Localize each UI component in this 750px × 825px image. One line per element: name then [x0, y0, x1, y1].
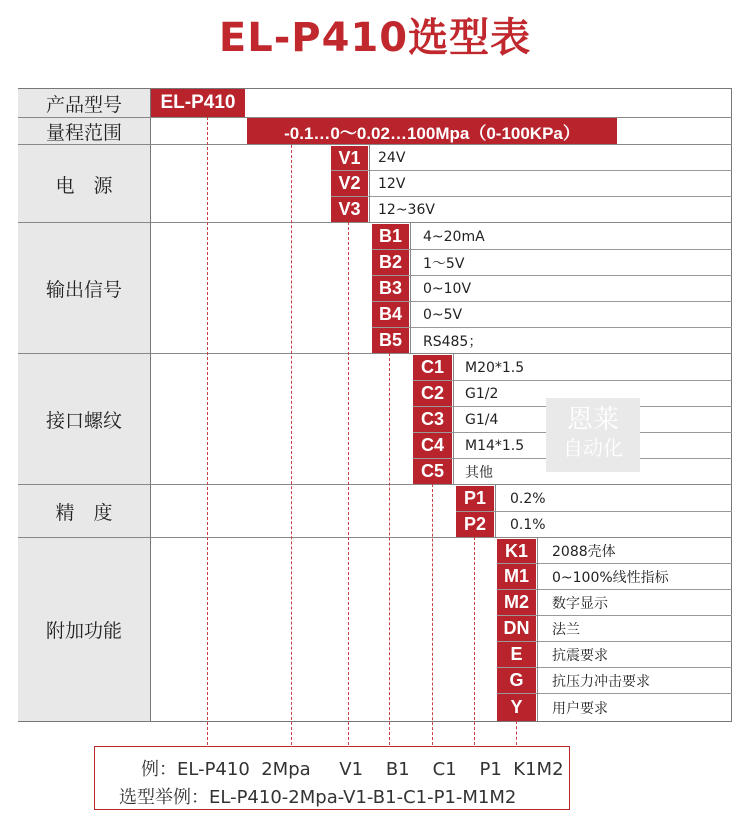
- power-code: V3: [331, 197, 368, 222]
- output-code: B4: [372, 302, 409, 327]
- divider: [18, 484, 732, 485]
- thread-option: M20*1.5: [465, 359, 525, 376]
- thread-option: G1/4: [465, 411, 499, 428]
- thread-code: C2: [413, 381, 452, 406]
- page-title: EL-P410选型表: [218, 15, 532, 61]
- accuracy-option: 0.1%: [510, 516, 546, 533]
- extra-option: 2088壳体: [552, 544, 616, 560]
- extra-option: 数字显示: [552, 595, 608, 612]
- divider: [456, 511, 732, 512]
- output-option: 0~5V: [423, 306, 463, 323]
- guide-line: [207, 117, 208, 745]
- power-option: 12V: [378, 175, 406, 192]
- divider: [495, 485, 496, 537]
- output-code: B5: [372, 328, 409, 353]
- label-thread: 接口螺纹: [18, 354, 151, 485]
- guide-line: [291, 145, 292, 745]
- divider: [18, 222, 732, 223]
- model-code: EL-P410: [151, 89, 245, 117]
- extra-option: 抗震要求: [552, 647, 608, 664]
- extra-code: E: [497, 642, 536, 667]
- extra-code: Y: [497, 694, 536, 721]
- extra-option: 抗压力冲击要求: [552, 673, 650, 690]
- extra-option: 用户要求: [552, 700, 608, 717]
- guide-line: [432, 484, 433, 745]
- output-option: 1～5V: [423, 255, 465, 272]
- example-box: [94, 746, 570, 810]
- divider: [537, 538, 538, 721]
- thread-code: C5: [413, 459, 452, 484]
- guide-line: [389, 353, 390, 745]
- power-option: 24V: [378, 150, 406, 166]
- accuracy-code: P2: [456, 512, 494, 537]
- label-model: 产品型号: [18, 89, 151, 118]
- example-line1: 例：EL-P410 2Mpa V1 B1 C1 P1 K1M2: [141, 759, 564, 780]
- divider: [410, 223, 411, 353]
- label-accuracy: 精 度: [18, 485, 151, 538]
- output-code: B2: [372, 250, 409, 275]
- divider: [453, 354, 454, 484]
- watermark-logo: [546, 398, 640, 472]
- divider: [369, 145, 370, 222]
- extra-option: 法兰: [552, 621, 580, 638]
- thread-option: M14*1.5: [465, 437, 525, 454]
- extra-code: M2: [497, 590, 536, 615]
- watermark-line2: 自动化: [563, 436, 623, 460]
- example-line2: 选型举例：EL-P410-2Mpa-V1-B1-C1-P1-M1M2: [119, 787, 517, 808]
- accuracy-option: 0.2%: [510, 490, 546, 507]
- guide-line: [516, 721, 517, 745]
- extra-option: 0~100%线性指标: [552, 569, 669, 586]
- extra-code: DN: [497, 616, 536, 641]
- thread-code: C4: [413, 433, 452, 458]
- thread-code: C1: [413, 355, 452, 380]
- label-range: 量程范围: [18, 118, 151, 145]
- divider: [413, 380, 732, 381]
- output-code: B3: [372, 276, 409, 301]
- thread-option: G1/2: [465, 385, 499, 402]
- range-code: -0.1…0～0.02…100Mpa（0-100KPa）: [247, 118, 617, 144]
- extra-code: M1: [497, 564, 536, 589]
- extra-code: G: [497, 668, 536, 693]
- output-option: 4~20mA: [423, 228, 485, 245]
- label-power: 电 源: [18, 145, 151, 223]
- power-code: V2: [331, 171, 368, 196]
- divider: [18, 353, 732, 354]
- thread-option: 其他: [465, 464, 493, 481]
- power-code: V1: [331, 146, 368, 170]
- output-option: 0~10V: [423, 280, 472, 297]
- guide-line: [348, 222, 349, 745]
- output-code: B1: [372, 224, 409, 249]
- guide-line: [474, 537, 475, 745]
- power-option: 12~36V: [378, 201, 435, 218]
- divider: [18, 144, 732, 145]
- extra-code: K1: [497, 539, 536, 563]
- label-output: 输出信号: [18, 223, 151, 354]
- thread-code: C3: [413, 407, 452, 432]
- watermark-line1: 恩莱: [566, 405, 619, 435]
- label-extra: 附加功能: [18, 538, 151, 721]
- accuracy-code: P1: [456, 486, 494, 511]
- output-option: RS485；: [423, 333, 483, 350]
- divider: [18, 537, 732, 538]
